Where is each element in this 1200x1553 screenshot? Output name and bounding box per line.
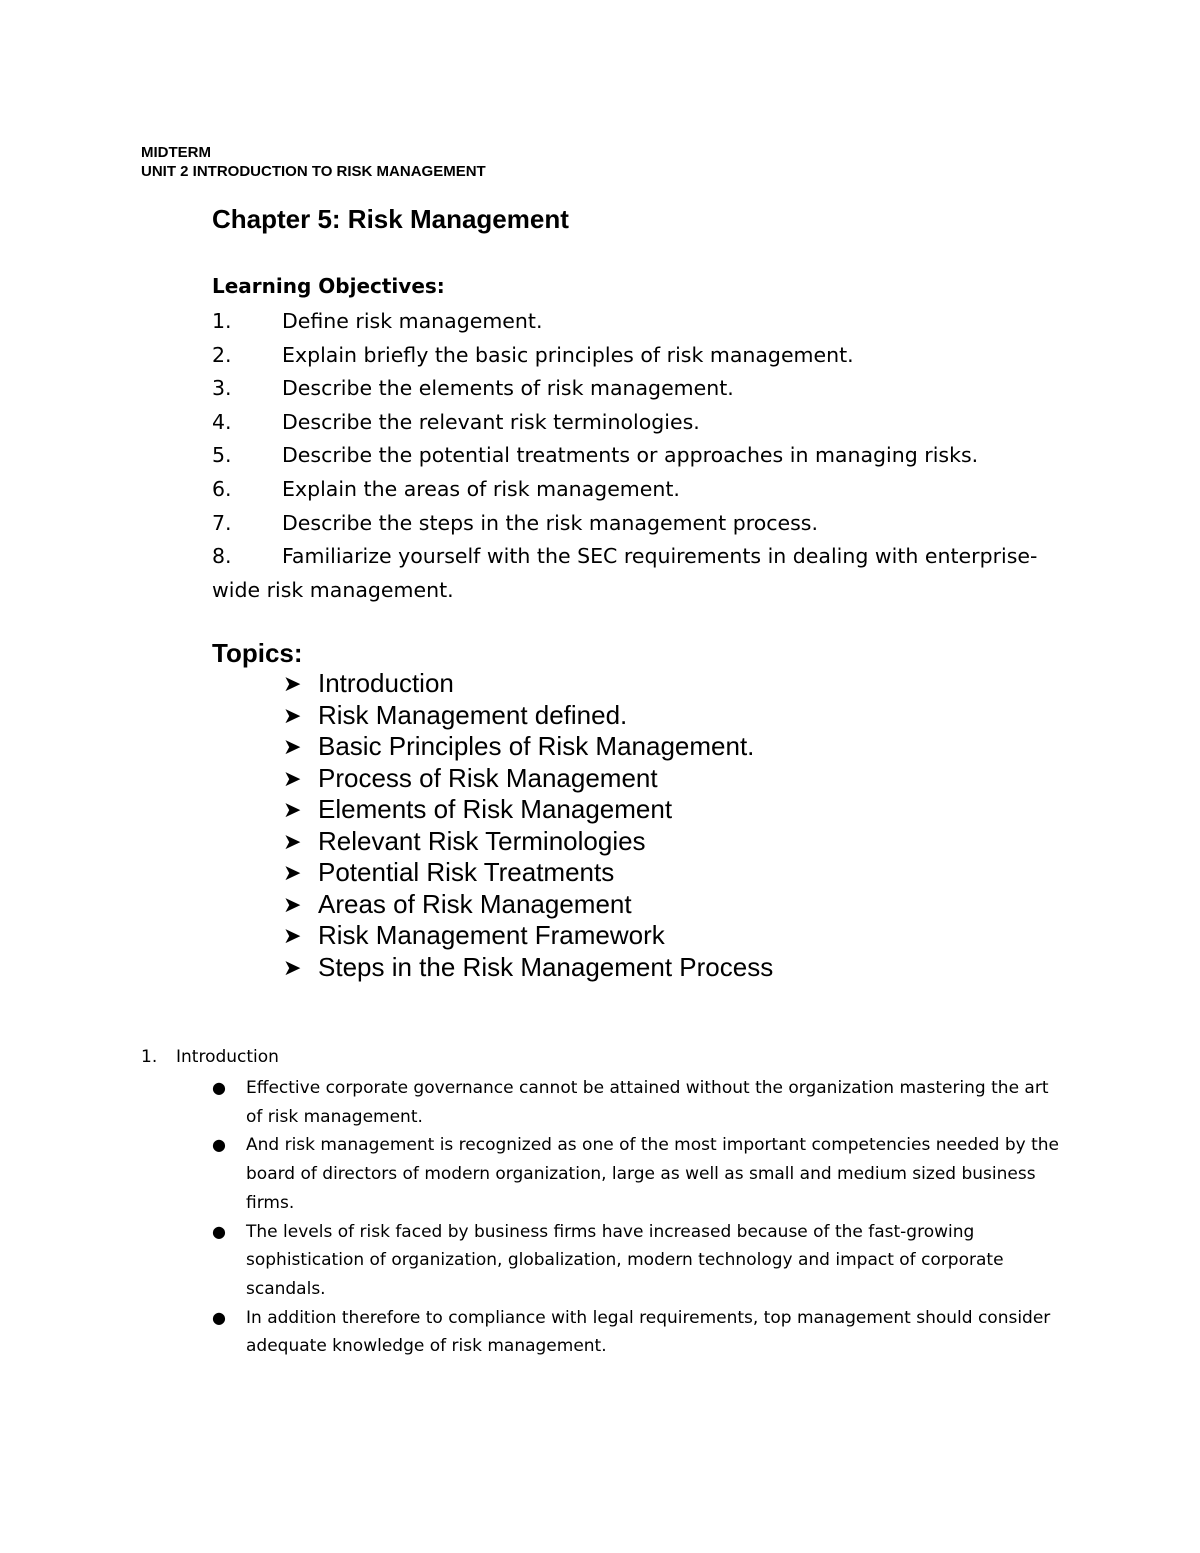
topics-title: Topics:	[212, 638, 303, 668]
round-bullet-icon: ●	[212, 1307, 226, 1327]
section-number: 1.	[141, 1047, 158, 1067]
arrowhead-bullet-icon: ➤	[283, 797, 302, 822]
arrowhead-bullet-icon: ➤	[283, 954, 302, 980]
topic-text: Risk Management Framework	[318, 920, 665, 950]
topic-text: Steps in the Risk Management Process	[318, 951, 774, 982]
objective-number: 7.	[212, 510, 232, 535]
objective-text: Describe the potential treatments or approaches in managing risks.	[282, 443, 979, 468]
arrowhead-bullet-icon: ➤	[283, 765, 302, 791]
intro-bullet-item	[212, 1131, 1062, 1217]
topic-item	[283, 889, 773, 921]
topic-text: Process of Risk Management	[318, 762, 658, 793]
intro-bullet-text: And risk management is recognized as one of the most important competencies needed by the board of directors of modern organization, large as well as small and medium sized business firms.	[246, 1135, 1059, 1213]
objective-item	[212, 372, 1062, 406]
topic-text: Elements of Risk Management	[318, 794, 673, 824]
intro-bullet-item	[212, 1218, 1062, 1304]
learning-objectives-list	[212, 305, 1062, 607]
round-bullet-icon: ●	[212, 1221, 226, 1241]
objective-item	[212, 540, 1062, 607]
header-midterm: MIDTERM	[141, 144, 211, 161]
introduction-bullet-list	[212, 1074, 1062, 1361]
topic-item	[283, 826, 773, 858]
objective-number: 5.	[212, 443, 232, 468]
objective-number: 2.	[212, 342, 232, 367]
topic-text: Introduction	[318, 668, 454, 698]
intro-bullet-text: In addition therefore to compliance with legal requirements, top management should consider adequate knowledge of risk management.	[246, 1307, 1051, 1357]
objective-number: 4.	[212, 409, 232, 434]
round-bullet-icon: ●	[212, 1078, 226, 1097]
objective-text: Familiarize yourself with the SEC requirements in dealing with enterprise-wide risk management.	[212, 544, 1038, 602]
round-bullet-icon: ●	[212, 1135, 226, 1155]
header-unit-title: UNIT 2 INTRODUCTION TO RISK MANAGEMENT	[141, 163, 486, 180]
topic-item	[283, 952, 773, 984]
intro-bullet-item	[212, 1304, 1062, 1361]
chapter-title: Chapter 5: Risk Management	[212, 204, 569, 234]
arrowhead-bullet-icon: ➤	[283, 734, 302, 759]
topic-item	[283, 794, 773, 826]
intro-bullet-text: The levels of risk faced by business firms have increased because of the fast-growing sophistication of organization, globalization, modern technology and impact of corporate scandals.	[246, 1221, 1004, 1299]
arrowhead-bullet-icon: ➤	[283, 702, 302, 728]
intro-bullet-text: Effective corporate governance cannot be attained without the organization mastering the art of risk management.	[246, 1078, 1049, 1127]
objective-number: 1.	[212, 309, 232, 333]
section-title: Introduction	[176, 1047, 279, 1067]
arrowhead-bullet-icon: ➤	[283, 923, 302, 948]
objective-item	[212, 507, 1062, 541]
objective-text: Describe the elements of risk management.	[282, 376, 734, 401]
topic-item	[283, 857, 773, 889]
objective-item	[212, 339, 1062, 373]
objective-text: Define risk management.	[282, 309, 543, 333]
topic-item	[283, 668, 773, 700]
topics-list	[283, 668, 773, 983]
objective-item	[212, 473, 1062, 507]
learning-objectives-title: Learning Objectives:	[212, 274, 445, 298]
intro-bullet-item	[212, 1074, 1062, 1131]
objective-item	[212, 406, 1062, 440]
arrowhead-bullet-icon: ➤	[283, 860, 302, 885]
topic-item	[283, 700, 773, 732]
objective-text: Explain the areas of risk management.	[282, 476, 680, 501]
topic-text: Potential Risk Treatments	[318, 857, 615, 887]
objective-number: 3.	[212, 376, 232, 401]
topic-text: Basic Principles of Risk Management.	[318, 731, 755, 761]
arrowhead-bullet-icon: ➤	[283, 828, 302, 854]
topic-text: Risk Management defined.	[318, 699, 628, 730]
arrowhead-bullet-icon: ➤	[283, 891, 302, 917]
topic-item	[283, 920, 773, 952]
objective-text: Explain briefly the basic principles of risk management.	[282, 342, 854, 367]
objective-item	[212, 439, 1062, 473]
objective-text: Describe the relevant risk terminologies.	[282, 409, 700, 434]
topic-text: Relevant Risk Terminologies	[318, 825, 646, 856]
objective-text: Describe the steps in the risk management process.	[282, 510, 819, 535]
objective-number: 8.	[212, 544, 232, 569]
topic-item	[283, 763, 773, 795]
topic-item	[283, 731, 773, 763]
objective-number: 6.	[212, 476, 232, 501]
arrowhead-bullet-icon: ➤	[283, 671, 302, 696]
section-heading-introduction	[141, 1045, 279, 1069]
objective-item	[212, 305, 1062, 339]
topic-text: Areas of Risk Management	[318, 888, 632, 919]
